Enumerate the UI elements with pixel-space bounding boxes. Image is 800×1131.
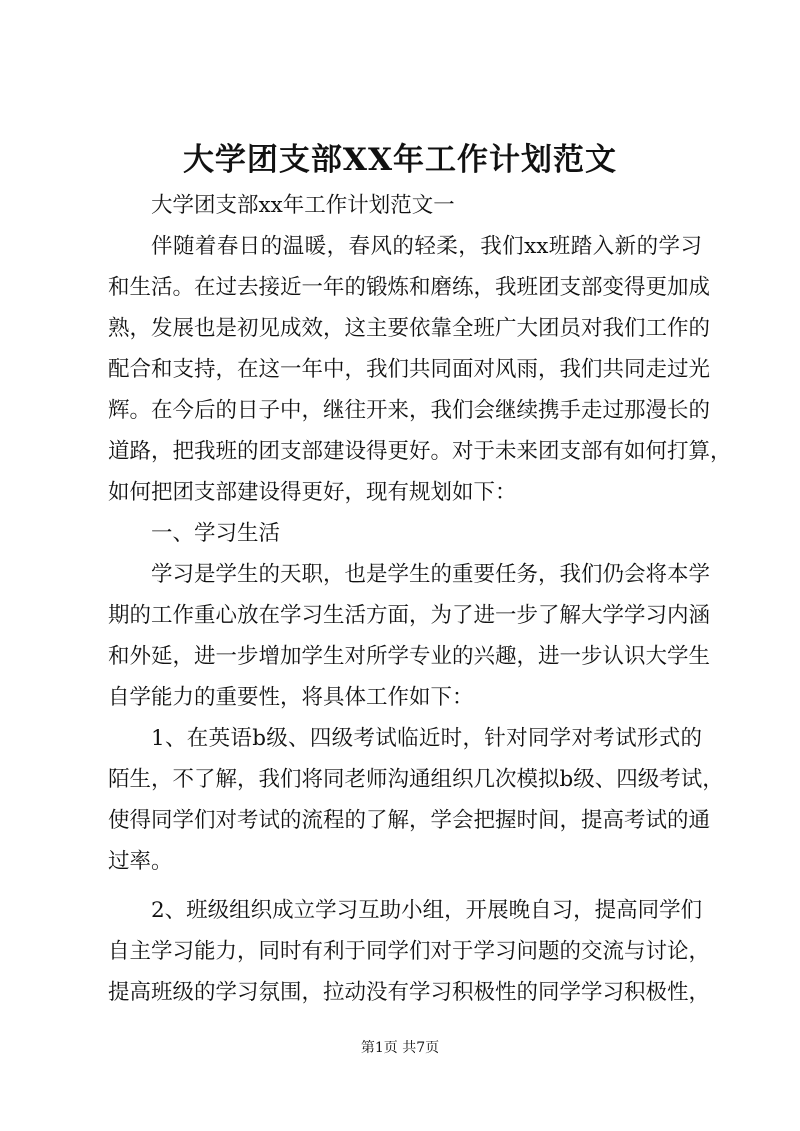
page-number-footer: 第1页 共7页 (360, 1040, 440, 1056)
paragraph-line: 如何把团支部建设得更好，现有规划如下： (108, 480, 517, 505)
paragraph-line: 道路，把我班的团支部建设得更好。对于未来团支部有如何打算， (108, 439, 732, 464)
paragraph-line: 自主学习能力，同时有利于同学们对于学习问题的交流与讨论， (108, 939, 711, 964)
paragraph-line: 自学能力的重要性，将具体工作如下： (108, 685, 474, 710)
paragraph-line: 和生活。在过去接近一年的锻炼和磨练，我班团支部变得更加成 (108, 275, 711, 300)
paragraph-line: 配合和支持，在这一年中，我们共同面对风雨，我们共同走过光 (108, 357, 711, 382)
paragraph-line: 2、班级组织成立学习互助小组，开展晚自习，提高同学们 (151, 898, 703, 923)
paragraph-line: 1、在英语b级、四级考试临近时，针对同学对考试形式的 (151, 726, 702, 751)
document-title: 大学团支部XX年工作计划范文 (182, 142, 618, 178)
paragraph-line: 期的工作重心放在学习生活方面，为了进一步了解大学学习内涵 (108, 603, 711, 628)
paragraph-line: 大学团支部xx年工作计划范文一 (151, 193, 455, 218)
paragraph-line: 学习是学生的天职，也是学生的重要任务，我们仍会将本学 (151, 562, 711, 587)
paragraph-line: 提高班级的学习氛围，拉动没有学习积极性的同学学习积极性， (108, 980, 711, 1005)
paragraph-line: 过率。 (108, 849, 173, 874)
paragraph-line: 伴随着春日的温暖，春风的轻柔，我们xx班踏入新的学习 (151, 234, 702, 259)
paragraph-line: 陌生，不了解，我们将同老师沟通组织几次模拟b级、四级考试， (108, 767, 724, 792)
paragraph-gap (108, 882, 702, 890)
document-body (108, 185, 732, 1013)
paragraph-line: 和外延，进一步增加学生对所学专业的兴趣，进一步认识大学生 (108, 644, 711, 669)
paragraph-line: 熟，发展也是初见成效，这主要依靠全班广大团员对我们工作的 (108, 316, 711, 341)
paragraph-line: 使得同学们对考试的流程的了解，学会把握时间，提高考试的通 (108, 808, 711, 833)
section-heading: 一、学习生活 (151, 521, 281, 546)
paragraph-line: 辉。在今后的日子中，继往开来，我们会继续携手走过那漫长的 (108, 398, 711, 423)
